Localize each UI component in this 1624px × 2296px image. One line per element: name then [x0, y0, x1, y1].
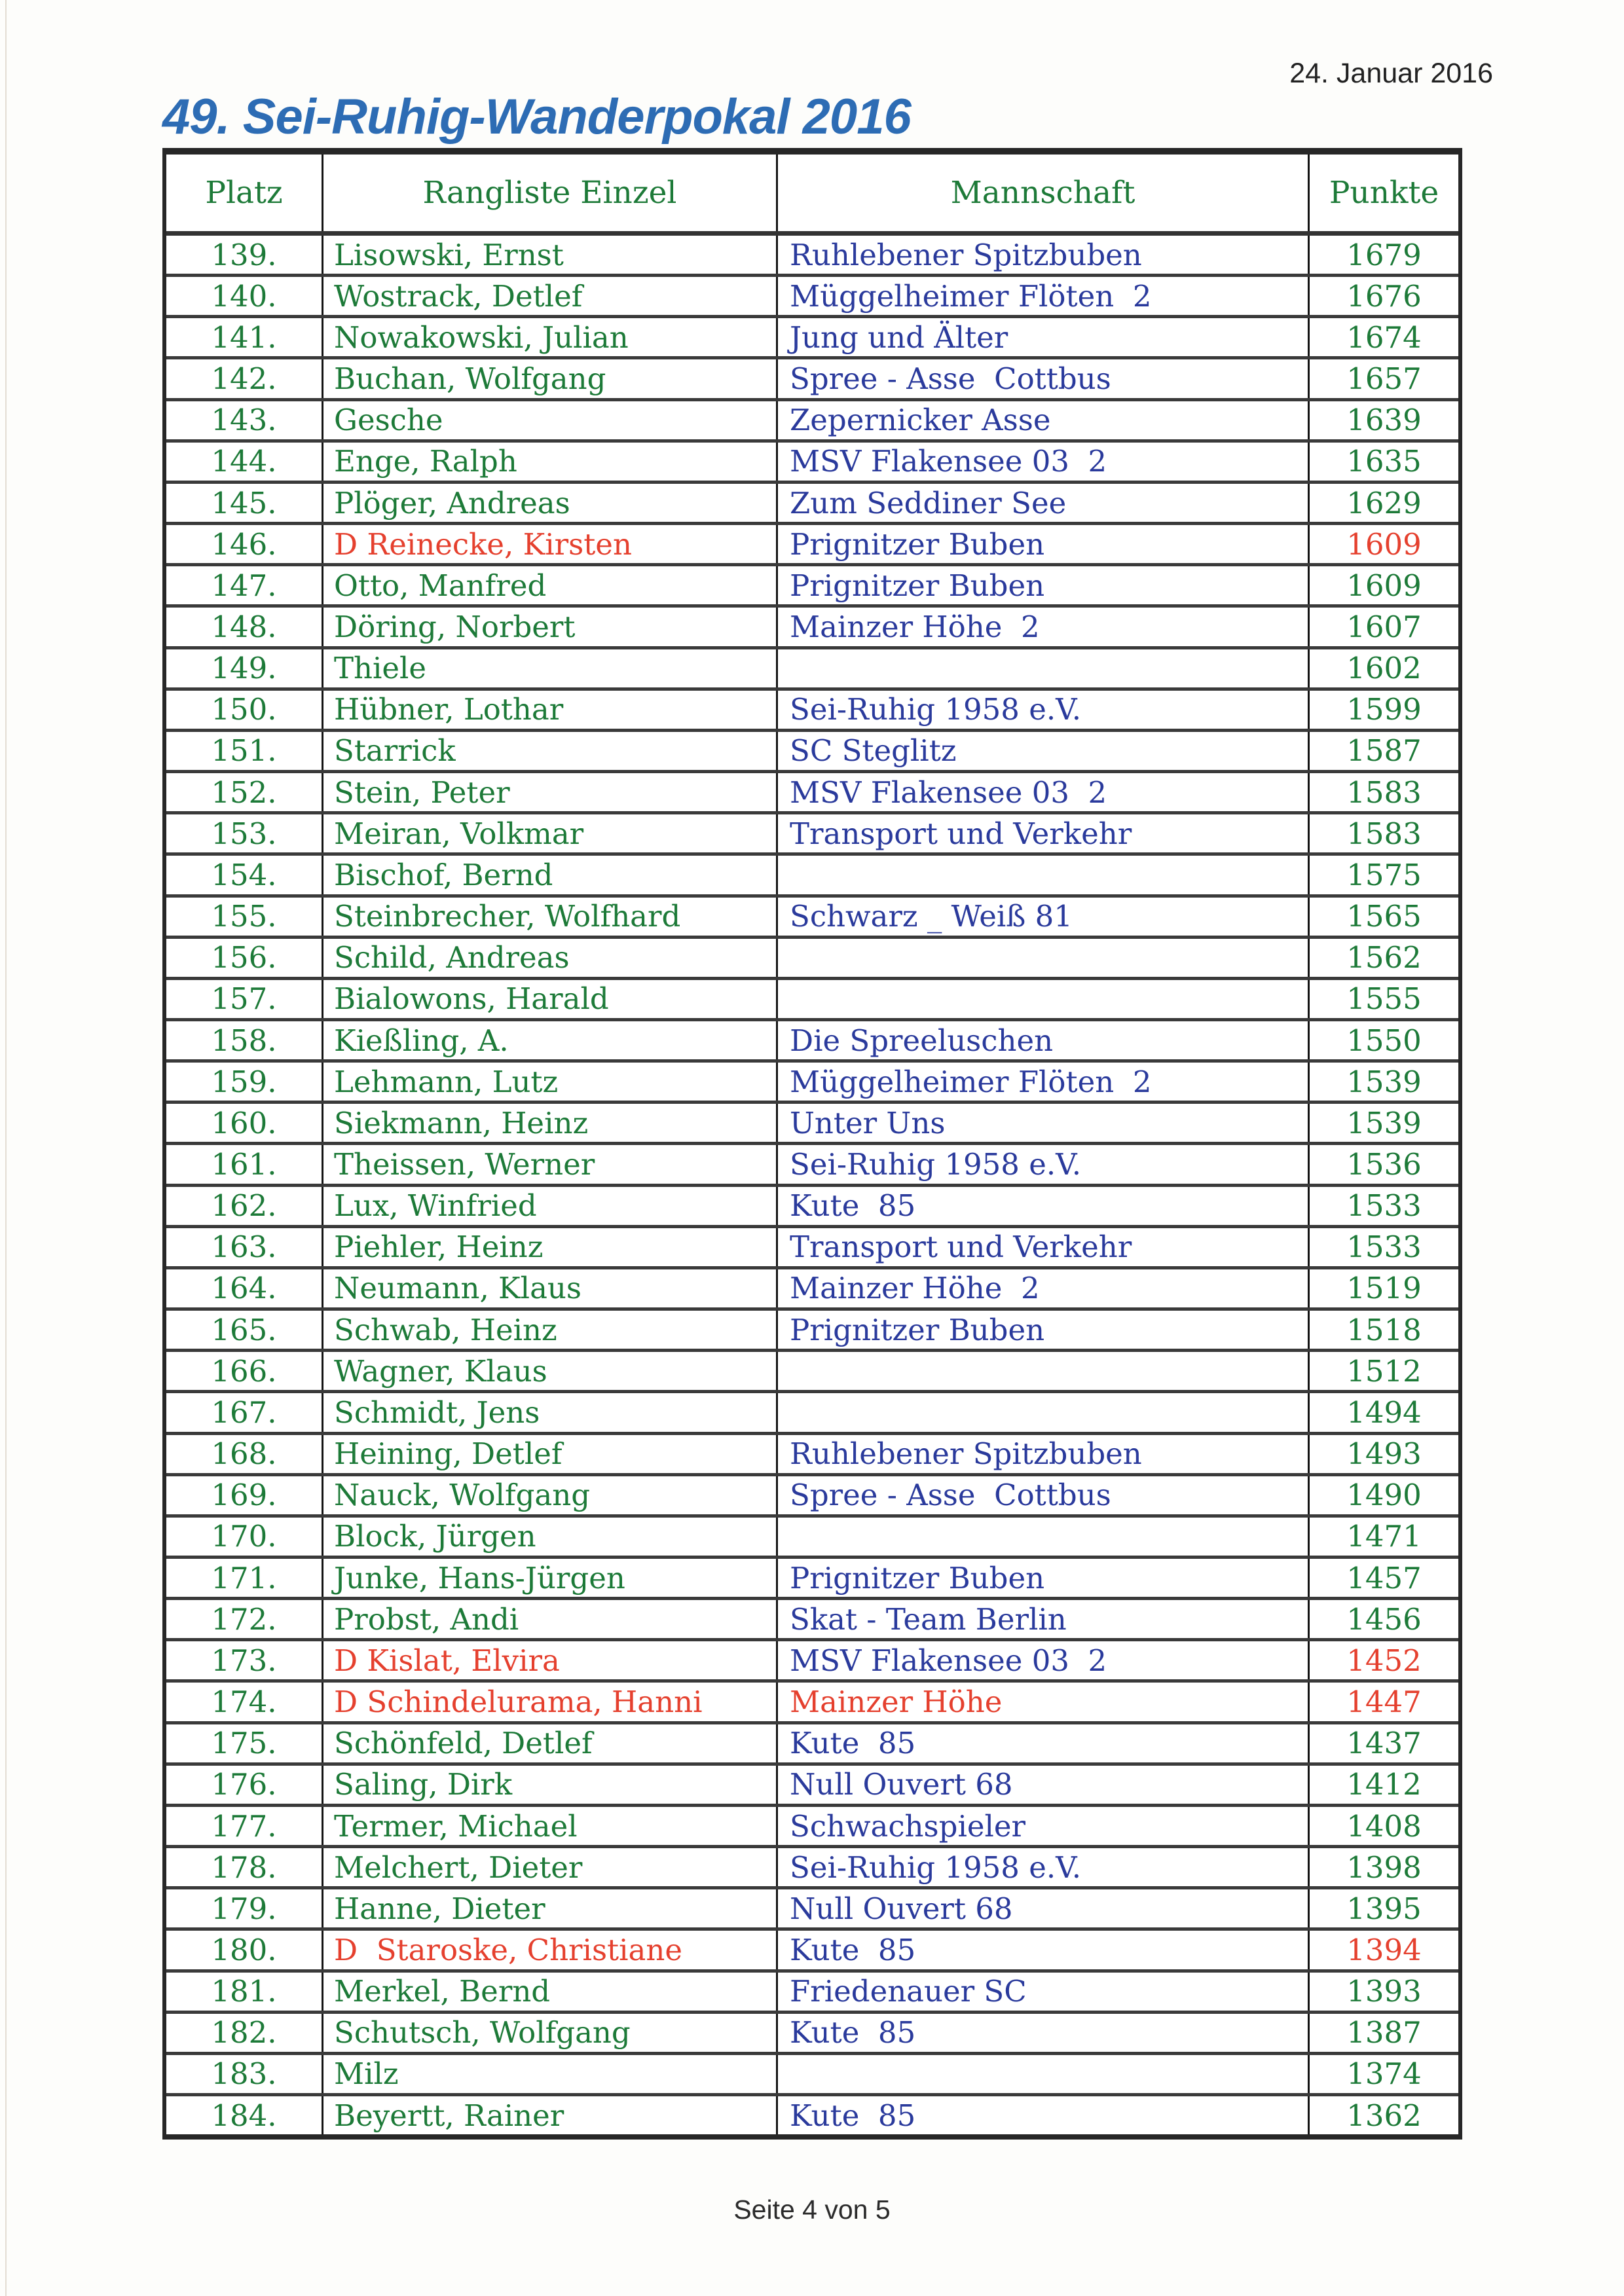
team-cell: Ruhlebener Spitzbuben: [776, 236, 1308, 274]
table-row: [166, 980, 1458, 1021]
ranking-table: [162, 148, 1462, 2140]
table-row: [166, 566, 1458, 608]
scan-edge-artifact: [5, 0, 7, 2296]
team-cell: Unter Uns: [776, 1104, 1308, 1142]
team-cell: Friedenauer SC: [776, 1973, 1308, 2011]
team-cell: Ruhlebener Spitzbuben: [776, 1435, 1308, 1473]
points-cell: 1408: [1308, 1807, 1458, 1845]
points-cell: 1583: [1308, 773, 1458, 811]
team-cell: [776, 1352, 1308, 1390]
table-row: [166, 1393, 1458, 1434]
name-cell: Otto, Manfred: [322, 566, 776, 604]
name-cell: Hübner, Lothar: [322, 691, 776, 729]
team-cell: Sei-Ruhig 1958 e.V.: [776, 1145, 1308, 1183]
name-cell: Lux, Winfried: [322, 1187, 776, 1225]
team-cell: Müggelheimer Flöten 2: [776, 1063, 1308, 1101]
platz-cell: 141.: [211, 319, 277, 355]
table-header-row: [166, 155, 1458, 236]
name-cell: Melchert, Dieter: [322, 1848, 776, 1886]
team-cell: Kute 85: [776, 1724, 1308, 1762]
points-cell: 1533: [1308, 1187, 1458, 1225]
platz-cell: 144.: [211, 444, 277, 479]
team-cell: Mainzer Höhe 2: [776, 1269, 1308, 1307]
table-row: [166, 1063, 1458, 1104]
name-cell: Piehler, Heinz: [322, 1228, 776, 1266]
name-cell: Hanne, Dieter: [322, 1889, 776, 1927]
name-cell: Schutsch, Wolfgang: [322, 2014, 776, 2052]
team-cell: Transport und Verkehr: [776, 814, 1308, 852]
platz-cell: 143.: [211, 403, 277, 438]
name-cell: Steinbrecher, Wolfhard: [322, 898, 776, 936]
platz-cell: 145.: [211, 485, 277, 520]
table-row: [166, 2055, 1458, 2096]
name-cell: Milz: [322, 2055, 776, 2093]
points-cell: 1393: [1308, 1973, 1458, 2011]
column-header-punkte: Punkte: [1308, 155, 1458, 231]
table-row: [166, 1724, 1458, 1766]
points-cell: 1447: [1308, 1683, 1458, 1721]
team-cell: Prignitzer Buben: [776, 525, 1308, 563]
team-cell: [776, 856, 1308, 894]
table-row: [166, 1187, 1458, 1228]
team-cell: MSV Flakensee 03 2: [776, 773, 1308, 811]
points-cell: 1609: [1308, 566, 1458, 604]
name-cell: Junke, Hans-Jürgen: [322, 1559, 776, 1597]
platz-cell: 160.: [211, 1105, 277, 1140]
platz-cell: 165.: [211, 1312, 277, 1347]
table-row: [166, 1848, 1458, 1889]
points-cell: 1565: [1308, 898, 1458, 936]
team-cell: Mainzer Höhe 2: [776, 608, 1308, 646]
table-row: [166, 1352, 1458, 1393]
platz-cell: 142.: [211, 361, 277, 397]
name-cell: Schild, Andreas: [322, 939, 776, 977]
name-cell: D Schindelurama, Hanni: [322, 1683, 776, 1721]
platz-cell: 158.: [211, 1023, 277, 1058]
platz-cell: 162.: [211, 1188, 277, 1224]
platz-cell: 178.: [211, 1850, 277, 1885]
table-row: [166, 2096, 1458, 2134]
points-cell: 1539: [1308, 1063, 1458, 1101]
team-cell: Jung und Älter: [776, 318, 1308, 356]
points-cell: 1519: [1308, 1269, 1458, 1307]
name-cell: D Reinecke, Kirsten: [322, 525, 776, 563]
platz-cell: 139.: [211, 237, 277, 272]
name-cell: D Kislat, Elvira: [322, 1641, 776, 1679]
team-cell: [776, 1393, 1308, 1431]
platz-cell: 147.: [211, 568, 277, 603]
table-row: [166, 608, 1458, 649]
document-title: 49. Sei-Ruhig-Wanderpokal 2016: [162, 88, 911, 145]
points-cell: 1609: [1308, 525, 1458, 563]
team-cell: Skat - Team Berlin: [776, 1600, 1308, 1638]
team-cell: Müggelheimer Flöten 2: [776, 277, 1308, 315]
name-cell: Bialowons, Harald: [322, 980, 776, 1018]
points-cell: 1398: [1308, 1848, 1458, 1886]
name-cell: Schönfeld, Detlef: [322, 1724, 776, 1762]
points-cell: 1562: [1308, 939, 1458, 977]
team-cell: Kute 85: [776, 1931, 1308, 1969]
points-cell: 1555: [1308, 980, 1458, 1018]
table-row: [166, 732, 1458, 773]
platz-cell: 156.: [211, 940, 277, 975]
name-cell: Lisowski, Ernst: [322, 236, 776, 274]
points-cell: 1674: [1308, 318, 1458, 356]
team-cell: Null Ouvert 68: [776, 1889, 1308, 1927]
points-cell: 1602: [1308, 649, 1458, 687]
team-cell: Spree - Asse Cottbus: [776, 1476, 1308, 1514]
points-cell: 1539: [1308, 1104, 1458, 1142]
team-cell: Kute 85: [776, 2096, 1308, 2134]
platz-cell: 157.: [211, 981, 277, 1017]
points-cell: 1518: [1308, 1311, 1458, 1349]
team-cell: [776, 980, 1308, 1018]
points-cell: 1471: [1308, 1518, 1458, 1556]
name-cell: Wostrack, Detlef: [322, 277, 776, 315]
name-cell: Nowakowski, Julian: [322, 318, 776, 356]
name-cell: Probst, Andi: [322, 1600, 776, 1638]
points-cell: 1599: [1308, 691, 1458, 729]
name-cell: Lehmann, Lutz: [322, 1063, 776, 1101]
points-cell: 1362: [1308, 2096, 1458, 2134]
table-row: [166, 1518, 1458, 1559]
name-cell: Gesche: [322, 401, 776, 439]
points-cell: 1676: [1308, 277, 1458, 315]
table-row: [166, 898, 1458, 939]
table-row: [166, 1228, 1458, 1269]
platz-cell: 182.: [211, 2015, 277, 2050]
platz-cell: 175.: [211, 1726, 277, 1761]
name-cell: D Staroske, Christiane: [322, 1931, 776, 1969]
points-cell: 1679: [1308, 236, 1458, 274]
points-cell: 1493: [1308, 1435, 1458, 1473]
table-row: [166, 1559, 1458, 1600]
table-row: [166, 525, 1458, 566]
platz-cell: 161.: [211, 1147, 277, 1182]
points-cell: 1387: [1308, 2014, 1458, 2052]
name-cell: Buchan, Wolfgang: [322, 359, 776, 397]
name-cell: Siekmann, Heinz: [322, 1104, 776, 1142]
team-cell: SC Steglitz: [776, 732, 1308, 770]
table-row: [166, 1145, 1458, 1186]
name-cell: Merkel, Bernd: [322, 1973, 776, 2011]
table-row: [166, 1931, 1458, 1972]
table-row: [166, 2014, 1458, 2055]
platz-cell: 179.: [211, 1891, 277, 1926]
points-cell: 1457: [1308, 1559, 1458, 1597]
platz-cell: 149.: [211, 651, 277, 686]
team-cell: Schwarz _ Weiß 81: [776, 898, 1308, 936]
name-cell: Döring, Norbert: [322, 608, 776, 646]
name-cell: Theissen, Werner: [322, 1145, 776, 1183]
name-cell: Schwab, Heinz: [322, 1311, 776, 1349]
table-row: [166, 1476, 1458, 1518]
platz-cell: 172.: [211, 1601, 277, 1637]
table-row: [166, 1021, 1458, 1063]
points-cell: 1512: [1308, 1352, 1458, 1390]
table-row: [166, 443, 1458, 484]
column-header-mannschaft: Mannschaft: [776, 155, 1308, 231]
name-cell: Schmidt, Jens: [322, 1393, 776, 1431]
table-row: [166, 484, 1458, 525]
platz-cell: 151.: [211, 733, 277, 769]
name-cell: Thiele: [322, 649, 776, 687]
team-cell: Spree - Asse Cottbus: [776, 359, 1308, 397]
table-row: [166, 1641, 1458, 1683]
team-cell: Zum Seddiner See: [776, 484, 1308, 522]
team-cell: Kute 85: [776, 1187, 1308, 1225]
platz-cell: 180.: [211, 1932, 277, 1967]
table-row: [166, 359, 1458, 401]
name-cell: Plöger, Andreas: [322, 484, 776, 522]
points-cell: 1394: [1308, 1931, 1458, 1969]
team-cell: Transport und Verkehr: [776, 1228, 1308, 1266]
platz-cell: 153.: [211, 816, 277, 851]
name-cell: Neumann, Klaus: [322, 1269, 776, 1307]
name-cell: Enge, Ralph: [322, 443, 776, 481]
points-cell: 1607: [1308, 608, 1458, 646]
points-cell: 1374: [1308, 2055, 1458, 2093]
document-date: 24. Januar 2016: [1289, 58, 1493, 89]
team-cell: Sei-Ruhig 1958 e.V.: [776, 1848, 1308, 1886]
points-cell: 1583: [1308, 814, 1458, 852]
table-row: [166, 856, 1458, 897]
table-row: [166, 401, 1458, 443]
team-cell: [776, 939, 1308, 977]
table-row: [166, 1104, 1458, 1145]
table-row: [166, 649, 1458, 691]
name-cell: Beyertt, Rainer: [322, 2096, 776, 2134]
team-cell: Prignitzer Buben: [776, 1311, 1308, 1349]
points-cell: 1494: [1308, 1393, 1458, 1431]
points-cell: 1536: [1308, 1145, 1458, 1183]
platz-cell: 146.: [211, 526, 277, 562]
platz-cell: 183.: [211, 2056, 277, 2092]
name-cell: Wagner, Klaus: [322, 1352, 776, 1390]
platz-cell: 174.: [211, 1685, 277, 1720]
platz-cell: 148.: [211, 609, 277, 644]
team-cell: Die Spreeluschen: [776, 1021, 1308, 1059]
points-cell: 1629: [1308, 484, 1458, 522]
platz-cell: 154.: [211, 857, 277, 892]
table-row: [166, 1600, 1458, 1641]
platz-cell: 176.: [211, 1767, 277, 1802]
team-cell: [776, 649, 1308, 687]
team-cell: [776, 2055, 1308, 2093]
team-cell: Mainzer Höhe: [776, 1683, 1308, 1721]
platz-cell: 152.: [211, 774, 277, 810]
points-cell: 1395: [1308, 1889, 1458, 1927]
team-cell: [776, 1518, 1308, 1556]
name-cell: Starrick: [322, 732, 776, 770]
points-cell: 1452: [1308, 1641, 1458, 1679]
team-cell: Prignitzer Buben: [776, 566, 1308, 604]
points-cell: 1490: [1308, 1476, 1458, 1514]
points-cell: 1533: [1308, 1228, 1458, 1266]
name-cell: Meiran, Volkmar: [322, 814, 776, 852]
points-cell: 1587: [1308, 732, 1458, 770]
points-cell: 1437: [1308, 1724, 1458, 1762]
team-cell: MSV Flakensee 03 2: [776, 443, 1308, 481]
points-cell: 1575: [1308, 856, 1458, 894]
name-cell: Heining, Detlef: [322, 1435, 776, 1473]
table-row: [166, 1269, 1458, 1311]
table-row: [166, 939, 1458, 980]
table-row: [166, 1435, 1458, 1476]
platz-cell: 177.: [211, 1808, 277, 1844]
team-cell: Zepernicker Asse: [776, 401, 1308, 439]
table-row: [166, 1311, 1458, 1352]
platz-cell: 159.: [211, 1064, 277, 1099]
team-cell: Kute 85: [776, 2014, 1308, 2052]
team-cell: Null Ouvert 68: [776, 1766, 1308, 1804]
page-number: Seite 4 von 5: [733, 2195, 891, 2225]
table-row: [166, 1766, 1458, 1807]
name-cell: Bischof, Bernd: [322, 856, 776, 894]
platz-cell: 163.: [211, 1230, 277, 1265]
team-cell: Schwachspieler: [776, 1807, 1308, 1845]
platz-cell: 140.: [211, 278, 277, 314]
table-row: [166, 1973, 1458, 2014]
name-cell: Termer, Michael: [322, 1807, 776, 1845]
table-row: [166, 1889, 1458, 1931]
platz-cell: 181.: [211, 1974, 277, 2009]
table-row: [166, 1683, 1458, 1724]
platz-cell: 170.: [211, 1519, 277, 1554]
name-cell: Kießling, A.: [322, 1021, 776, 1059]
platz-cell: 164.: [211, 1271, 277, 1306]
platz-cell: 173.: [211, 1643, 277, 1678]
table-row: [166, 773, 1458, 814]
table-row: [166, 691, 1458, 732]
platz-cell: 150.: [211, 692, 277, 727]
table-row: [166, 277, 1458, 318]
points-cell: 1412: [1308, 1766, 1458, 1804]
table-row: [166, 318, 1458, 359]
points-cell: 1639: [1308, 401, 1458, 439]
table-row: [166, 814, 1458, 856]
column-header-rangliste-einzel: Rangliste Einzel: [322, 155, 776, 231]
points-cell: 1550: [1308, 1021, 1458, 1059]
name-cell: Saling, Dirk: [322, 1766, 776, 1804]
platz-cell: 166.: [211, 1353, 277, 1389]
platz-cell: 169.: [211, 1478, 277, 1513]
points-cell: 1657: [1308, 359, 1458, 397]
platz-cell: 184.: [211, 2098, 277, 2133]
column-header-platz: Platz: [205, 175, 283, 211]
name-cell: Stein, Peter: [322, 773, 776, 811]
points-cell: 1635: [1308, 443, 1458, 481]
table-row: [166, 1807, 1458, 1848]
team-cell: MSV Flakensee 03 2: [776, 1641, 1308, 1679]
name-cell: Nauck, Wolfgang: [322, 1476, 776, 1514]
platz-cell: 168.: [211, 1436, 277, 1472]
team-cell: Sei-Ruhig 1958 e.V.: [776, 691, 1308, 729]
points-cell: 1456: [1308, 1600, 1458, 1638]
name-cell: Block, Jürgen: [322, 1518, 776, 1556]
platz-cell: 167.: [211, 1394, 277, 1430]
table-row: [166, 236, 1458, 277]
platz-cell: 171.: [211, 1560, 277, 1595]
team-cell: Prignitzer Buben: [776, 1559, 1308, 1597]
platz-cell: 155.: [211, 899, 277, 934]
